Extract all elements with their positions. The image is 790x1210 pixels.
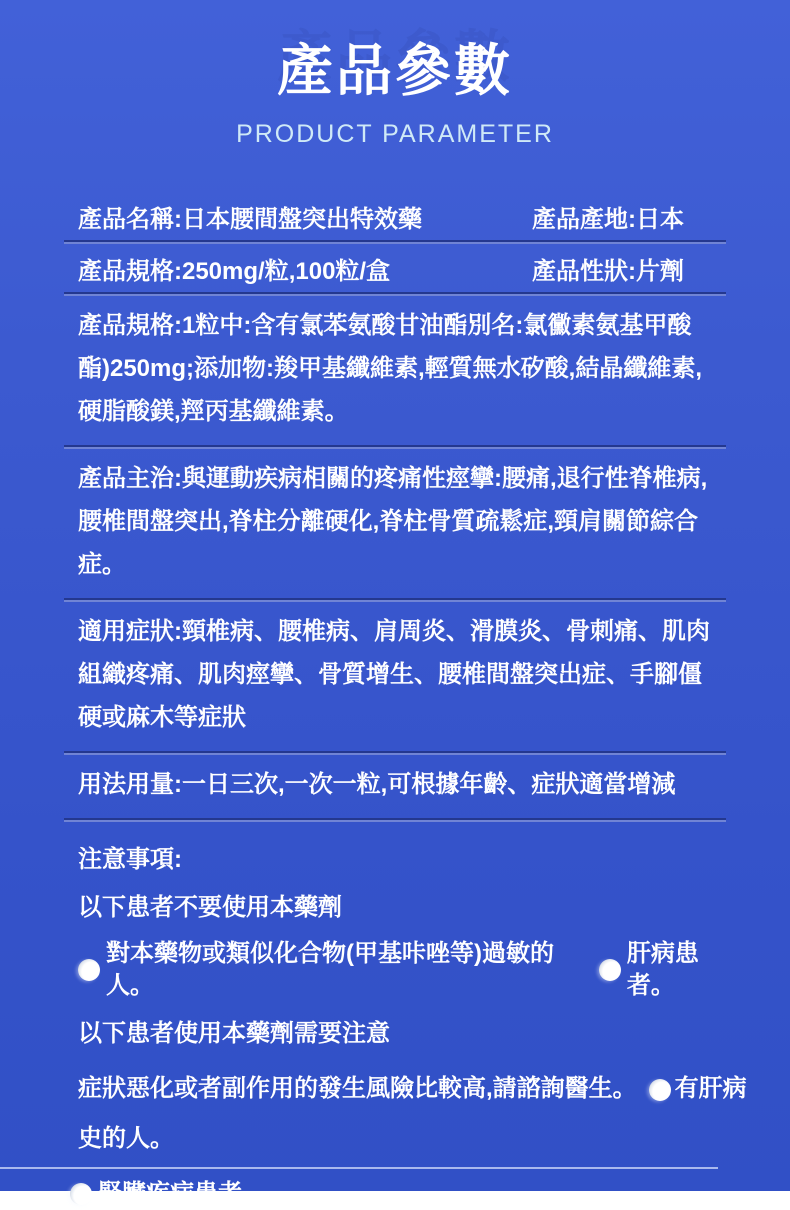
divider: [64, 598, 726, 602]
spec-product-form: 產品性狀:片劑: [532, 257, 684, 285]
divider: [64, 292, 726, 296]
divider: [64, 445, 726, 449]
contraindicated-item-allergy: [78, 938, 599, 1002]
precautions: [78, 844, 747, 1210]
section-composition: 產品規格:1粒中:含有氯苯氨酸甘油酯別名:氯黴素氨基甲酸酯)250mg;添加物:羧甲基纖維素,輕質無水矽酸,結晶纖維素,硬脂酸鎂,羥丙基纖維素。: [78, 312, 703, 425]
spec-product-origin: 產品產地:日本: [532, 205, 684, 233]
contraindicated-heading: 以下患者不要使用本藥劑: [78, 894, 342, 921]
caution-item-kidney-text: 腎臟疾病患者。: [98, 1180, 266, 1207]
spec-product-name: 產品名稱:日本腰間盤突出特效藥: [78, 205, 422, 233]
section-dosage: 用法用量:一日三次,一次一粒,可根據年齡、症狀適當增減: [78, 771, 676, 798]
contraindicated-item-liver-text: 肝病患者。: [626, 940, 699, 999]
section-indications: 產品主治:與運動疾病相關的疼痛性痙攣:腰痛,退行性脊椎病,腰椎間盤突出,脊柱分離硬化,脊柱骨質疏鬆症,頸肩關節綜合症。: [78, 465, 708, 578]
page-subtitle: PRODUCT PARAMETER: [236, 120, 554, 148]
spec-row-name-origin: [78, 192, 712, 240]
caution-note-paragraph: [78, 1064, 770, 1164]
bullet-sphere-icon: [78, 959, 100, 981]
bullet-sphere-icon: [599, 959, 621, 981]
spec-table: [78, 192, 712, 296]
caution-heading: 以下患者使用本藥劑需要注意: [78, 1020, 390, 1047]
divider: [64, 751, 726, 755]
contraindicated-item-liver: [599, 938, 746, 1002]
contraindicated-items-row: [78, 938, 746, 1002]
divider: [64, 818, 726, 822]
section-applicable-symptoms: 適用症狀:頸椎病、腰椎病、肩周炎、滑膜炎、骨刺痛、肌肉組織疼痛、肌肉痙攣、骨質增生、腰椎間盤突出症、手腳僵硬或麻木等症狀: [78, 618, 710, 731]
caution-item-kidney: [70, 1178, 266, 1210]
bottom-divider: [0, 1167, 718, 1169]
content: [0, 192, 790, 1210]
spec-product-spec: 產品規格:250mg/粒,100粒/盒: [78, 257, 391, 285]
contraindicated-item-allergy-text: 對本藥物或類似化合物(甲基咔唑等)過敏的人。: [106, 940, 554, 999]
spec-row-spec-form: [78, 244, 712, 292]
caution-item-liver-history: 有肝病史的人。: [78, 1075, 747, 1152]
bullet-sphere-icon: [70, 1183, 92, 1205]
bullet-sphere-icon: [649, 1079, 671, 1101]
header: [0, 0, 790, 148]
page-title: 產品參數: [277, 39, 513, 102]
precautions-heading: 注意事項:: [78, 846, 182, 873]
caution-note-text: 症狀惡化或者副作用的發生風險比較高,請諮詢醫生。: [78, 1075, 637, 1102]
caution-kidney-row: [70, 1178, 746, 1210]
